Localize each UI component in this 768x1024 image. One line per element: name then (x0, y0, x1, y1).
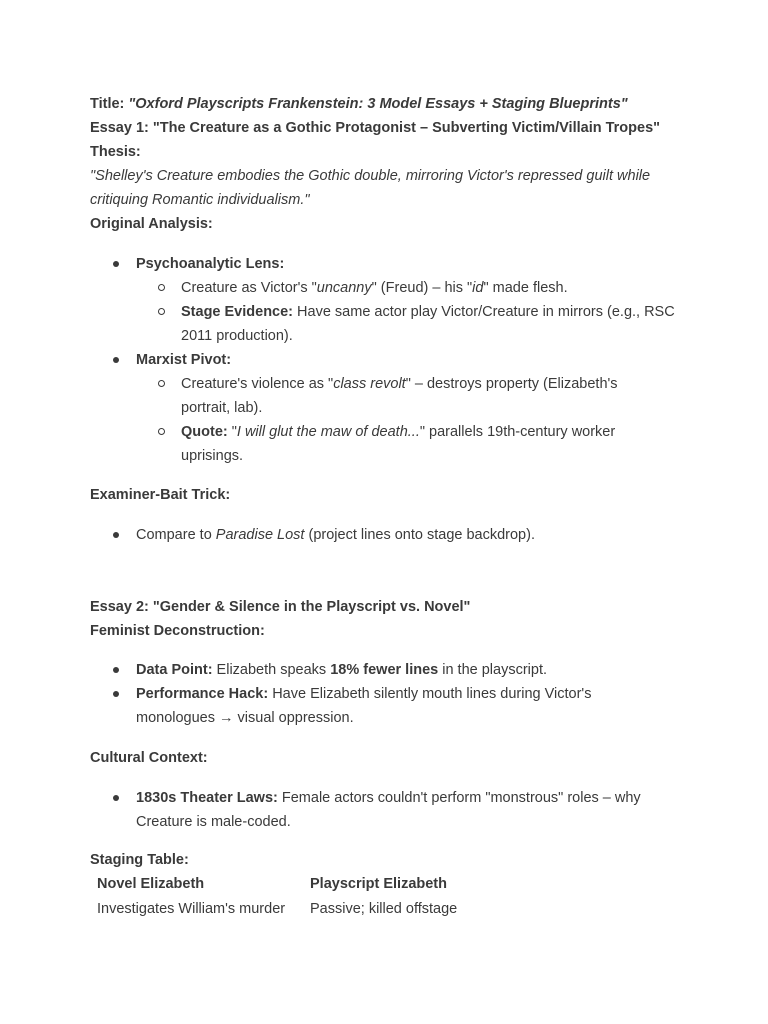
table-cell: Passive; killed offstage (310, 901, 458, 917)
table-header-novel: Novel Elizabeth (97, 876, 205, 892)
text: Data Point: (136, 662, 213, 678)
performance-hack (136, 684, 591, 704)
essay1-heading: Essay 1: "The Creature as a Gothic Protagonist – Subverting Victim/Villain Tropes" (90, 120, 661, 136)
text: I will glut the maw of death... (236, 424, 420, 440)
circle-bullet-icon (158, 308, 165, 315)
text: Performance Hack: (136, 686, 269, 702)
title-text: "Oxford Playscripts Frankenstein: 3 Model Essays + Staging Blueprints" (128, 96, 628, 112)
marxist-sub1-cont: portrait, lab). (181, 400, 263, 416)
text: Creature as Victor's " (181, 280, 317, 296)
thesis-label: Thesis: (90, 144, 141, 160)
original-analysis-label: Original Analysis: (90, 216, 213, 232)
bullet-icon (113, 532, 119, 538)
text: (project lines onto stage backdrop). (304, 527, 535, 543)
text: Have same actor play Victor/Creature in mirrors (e.g., RSC (293, 304, 675, 320)
circle-bullet-icon (158, 284, 165, 291)
psycho-sub1 (181, 278, 568, 298)
bullet-icon (113, 357, 119, 363)
marxist-sub1 (181, 374, 618, 394)
text: Creature's violence as " (181, 376, 334, 392)
staging-label: Staging Table: (90, 852, 189, 868)
text: Quote: (181, 424, 228, 440)
text: in the playscript. (438, 662, 548, 678)
cultural-label: Cultural Context: (90, 750, 208, 766)
text: " parallels 19th-century worker (419, 424, 616, 440)
text: " (227, 424, 237, 440)
psycho-sub2 (181, 302, 675, 322)
theater-laws-cont: Creature is male-coded. (136, 814, 291, 830)
theater-laws (136, 788, 641, 808)
text: uncanny (316, 280, 372, 296)
examiner-label: Examiner-Bait Trick: (90, 487, 231, 503)
text: Elizabeth speaks (212, 662, 331, 678)
thesis-line-2: critiquing Romantic individualism." (90, 192, 310, 208)
table-header-playscript: Playscript Elizabeth (310, 876, 447, 892)
psycho-label: Psychoanalytic Lens: (136, 256, 285, 272)
examiner-item (136, 525, 535, 545)
essay2-heading: Essay 2: "Gender & Silence in the Playscript vs. Novel" (90, 599, 471, 615)
table-cell: Investigates William's murder (97, 901, 286, 917)
text: Paradise Lost (215, 527, 305, 543)
performance-hack-cont: monologues → visual oppression. (136, 710, 354, 726)
title-label: Title: (90, 96, 129, 112)
bullet-icon (113, 691, 119, 697)
circle-bullet-icon (158, 428, 165, 435)
text: id (472, 280, 484, 296)
marxist-label: Marxist Pivot: (136, 352, 232, 368)
marxist-sub2 (181, 422, 615, 442)
text: 18% fewer lines (330, 662, 439, 678)
text: " made flesh. (483, 280, 568, 296)
text: Female actors couldn't perform "monstrous" roles – why (277, 790, 641, 806)
psycho-sub2-cont: 2011 production). (181, 328, 293, 344)
thesis-line-1: "Shelley's Creature embodies the Gothic double, mirroring Victor's repressed guilt while (90, 168, 651, 184)
data-point (136, 660, 547, 680)
text: class revolt (333, 376, 406, 392)
bullet-icon (113, 261, 119, 267)
marxist-sub2-cont: uprisings. (181, 448, 244, 464)
text: Compare to (136, 527, 216, 543)
bullet-icon (113, 795, 119, 801)
bullet-icon (113, 667, 119, 673)
feminist-label: Feminist Deconstruction: (90, 623, 265, 639)
text: Have Elizabeth silently mouth lines during Victor's (268, 686, 592, 702)
text: 1830s Theater Laws: (136, 790, 278, 806)
text: " (Freud) – his " (371, 280, 473, 296)
circle-bullet-icon (158, 380, 165, 387)
text: Stage Evidence: (181, 304, 294, 320)
text: " – destroys property (Elizabeth's (405, 376, 618, 392)
doc-title (90, 94, 628, 114)
